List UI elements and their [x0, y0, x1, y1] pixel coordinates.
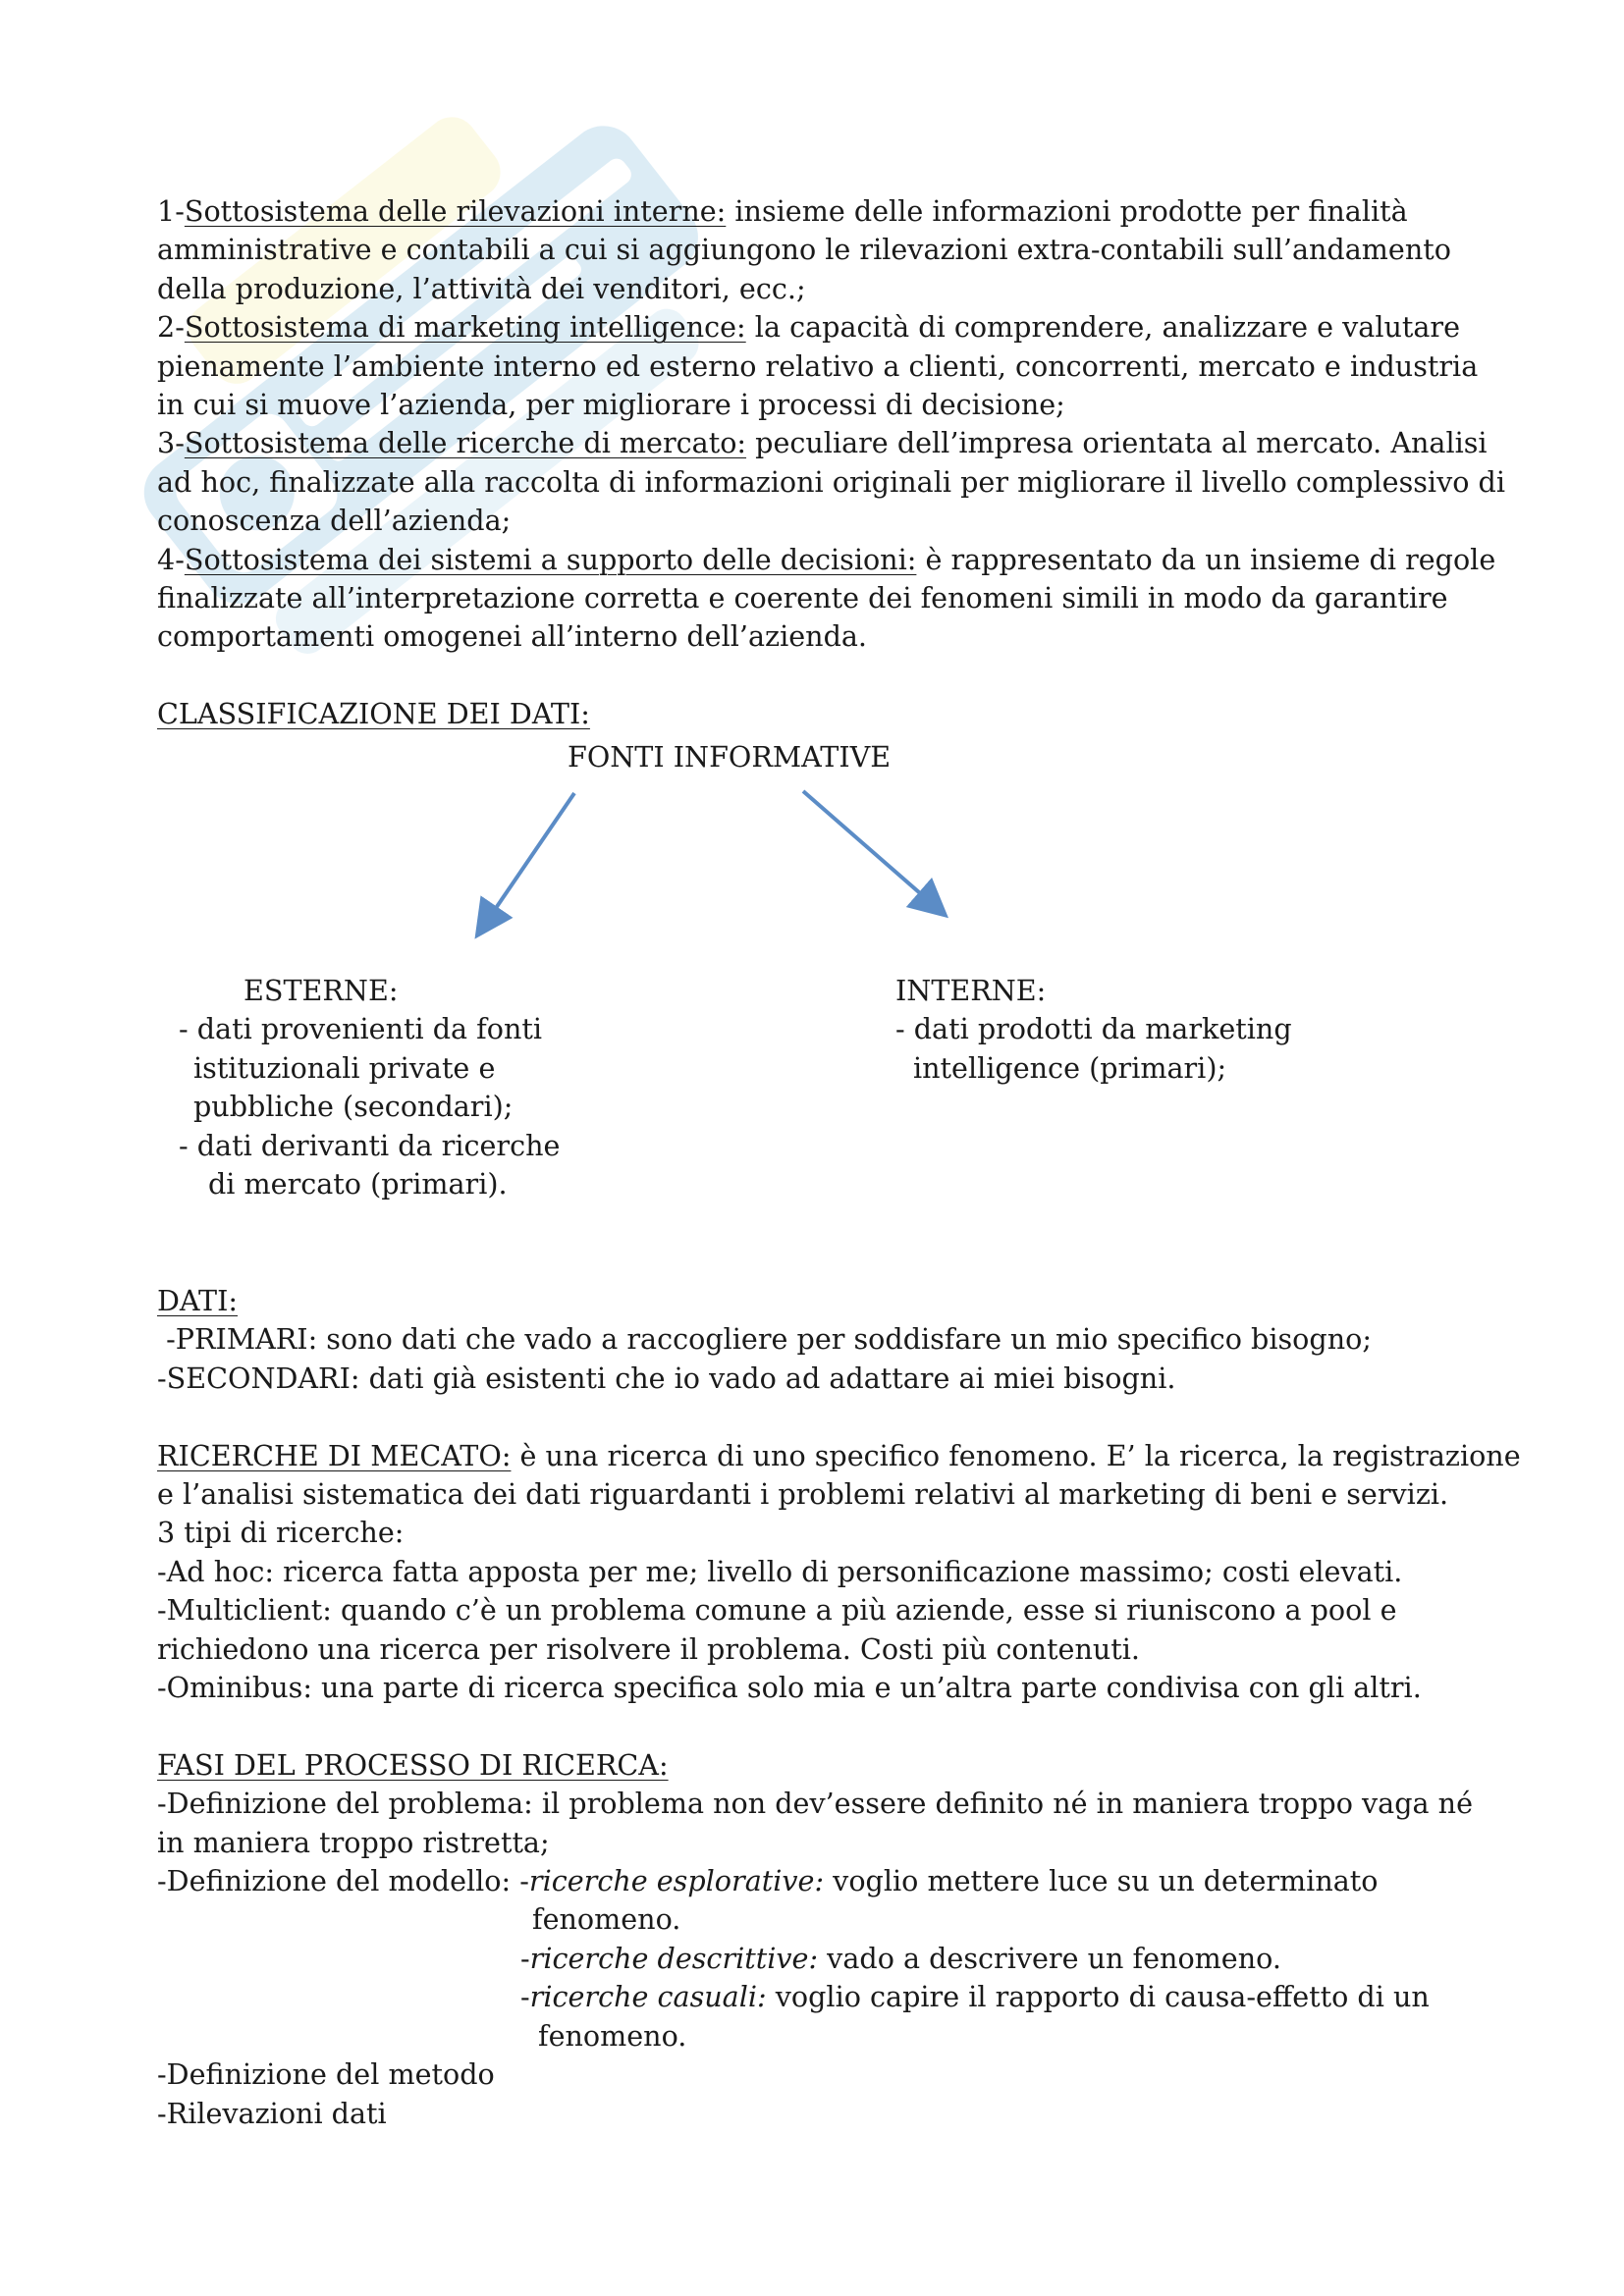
modello-term: ricerche descrittive:	[529, 1941, 819, 1975]
text-line: è una ricerca di uno specifico fenomeno. E’ la ricerca, la registrazione	[511, 1438, 1521, 1472]
arrow-esterne	[479, 793, 574, 933]
text-line: comportamenti omogenei all’interno dell’azienda.	[157, 619, 868, 654]
text-line: istituzionali private e	[193, 1050, 496, 1085]
text-line: voglio mettere luce su un determinato	[824, 1864, 1379, 1898]
dati-heading: DATI:	[157, 1284, 239, 1317]
text-line: è rappresentato da un insieme di regole	[925, 542, 1496, 576]
modello-label: -Definizione del modello: -	[157, 1864, 529, 1898]
text-line: in cui si muove l’azienda, per migliorare i processi di decisione;	[157, 388, 1065, 422]
esterne-block	[157, 972, 560, 1203]
fasi-section: FASI DEL PROCESSO DI RICERCA: -Definizione del problema: il problema non dev’essere definito né in maniera troppo vaga né in maniera troppo ristretta; -Definizione del modello: -ricerche esplorative: voglio mettere luce su un determinato fenomeno. -ricerche descrittive: vado a descrivere un fenomeno. -ricerche casuali: voglio capire il rapporto di causa-effetto di un fenomeno. -Definizione del metodo -Rilevazioni dati	[157, 1746, 1492, 2133]
interne-title: INTERNE:	[895, 974, 1047, 1007]
text-line: fenomeno.	[532, 1902, 681, 1937]
modello-term: ricerche esplorative:	[528, 1864, 825, 1898]
modello-term: ricerche casuali:	[529, 1980, 767, 2014]
text-line: -PRIMARI: sono dati che vado a raccogliere per soddisfare un mio specifico bisogno;	[157, 1322, 1372, 1357]
text-line: -Definizione del metodo	[157, 2057, 495, 2092]
ricerche-heading: RICERCHE DI MECATO:	[157, 1438, 512, 1472]
sottosistema-title: Sottosistema dei sistemi a supporto delle decisioni:	[184, 542, 917, 576]
sottosistema-title: Sottosistema delle rilevazioni interne:	[184, 194, 727, 228]
text-line: pubbliche (secondari);	[193, 1090, 514, 1124]
text-line: la capacità di comprendere, analizzare e valutare	[754, 310, 1461, 345]
text-line: voglio capire il rapporto di causa-effetto di un	[766, 1980, 1430, 2014]
sottosistema-1	[157, 192, 1492, 308]
text-line: insieme delle informazioni prodotte per finalità	[734, 194, 1408, 228]
text-line: in maniera troppo ristretta;	[157, 1825, 550, 1859]
arrow-interne	[803, 791, 943, 913]
text-line: amministrative e contabili a cui si aggiungono le rilevazioni extra-contabili sull’andamento	[157, 233, 1451, 267]
text-line: di mercato (primari).	[208, 1167, 508, 1201]
text-line: -Definizione del problema: il problema non dev’essere definito né in maniera troppo vaga né	[157, 1787, 1473, 1821]
text-line: - dati derivanti da ricerche	[179, 1128, 561, 1162]
sottosistema-title: Sottosistema delle ricerche di mercato:	[184, 426, 747, 460]
esterne-title: ESTERNE:	[244, 974, 399, 1007]
sottosistema-4	[157, 541, 1496, 657]
document-page	[157, 192, 1505, 734]
text-line: -Rilevazioni dati	[157, 2096, 387, 2130]
text-line: finalizzate all’interpretazione corretta e coerente dei fenomeni simili in modo da garantire	[157, 581, 1448, 615]
diagram-arrows	[452, 775, 962, 952]
item-number: 3-	[157, 426, 185, 460]
text-line: vado a descrivere un fenomeno.	[818, 1941, 1281, 1975]
text-line: - dati provenienti da fonti	[179, 1012, 543, 1046]
ricerche-section	[157, 1437, 1521, 1708]
fasi-heading: FASI DEL PROCESSO DI RICERCA:	[157, 1747, 669, 1782]
text-line: pienamente l’ambiente interno ed esterno relativo a clienti, concorrenti, mercato e industria	[157, 348, 1479, 383]
text-line: e l’analisi sistematica dei dati riguardanti i problemi relativi al marketing di beni e servizi.	[157, 1477, 1449, 1512]
item-number: 1-	[157, 194, 185, 228]
text-line: -Ominibus: una parte di ricerca specifica solo mia e un’altra parte condivisa con gli altri.	[157, 1671, 1422, 1705]
text-line: fenomeno.	[538, 2018, 687, 2053]
interne-block	[895, 972, 1292, 1088]
text-line: - dati prodotti da marketing	[895, 1012, 1292, 1046]
item-number: 4-	[157, 542, 185, 576]
text-line: intelligence (primari);	[913, 1050, 1227, 1085]
text-line: peculiare dell’impresa orientata al mercato. Analisi	[755, 426, 1488, 460]
text-line: 3 tipi di ricerche:	[157, 1516, 405, 1550]
text-line: ad hoc, finalizzate alla raccolta di informazioni originali per migliorare il livello complessivo di	[157, 464, 1505, 499]
text-line: della produzione, l’attività dei venditori, ecc.;	[157, 271, 806, 305]
item-number: 2-	[157, 310, 185, 345]
sottosistema-2	[157, 308, 1492, 424]
classificazione-heading: CLASSIFICAZIONE DEI DATI:	[157, 697, 590, 731]
fonti-informative-label: FONTI INFORMATIVE	[568, 740, 892, 774]
text-line: -Ad hoc: ricerca fatta apposta per me; livello di personificazione massimo; costi elevati.	[157, 1554, 1403, 1588]
text-line: -SECONDARI: dati già esistenti che io vado ad adattare ai miei bisogni.	[157, 1361, 1176, 1395]
text-line: -Multiclient: quando c’è un problema comune a più aziende, esse si riuniscono a pool e	[157, 1593, 1397, 1628]
text-line: conoscenza dell’azienda;	[157, 504, 512, 538]
text-line: richiedono una ricerca per risolvere il problema. Costi più contenuti.	[157, 1631, 1141, 1666]
lower-section	[157, 1282, 1521, 2133]
dati-section	[157, 1282, 1492, 1398]
sottosistema-3	[157, 424, 1505, 540]
sottosistema-title: Sottosistema di marketing intelligence:	[184, 310, 746, 345]
